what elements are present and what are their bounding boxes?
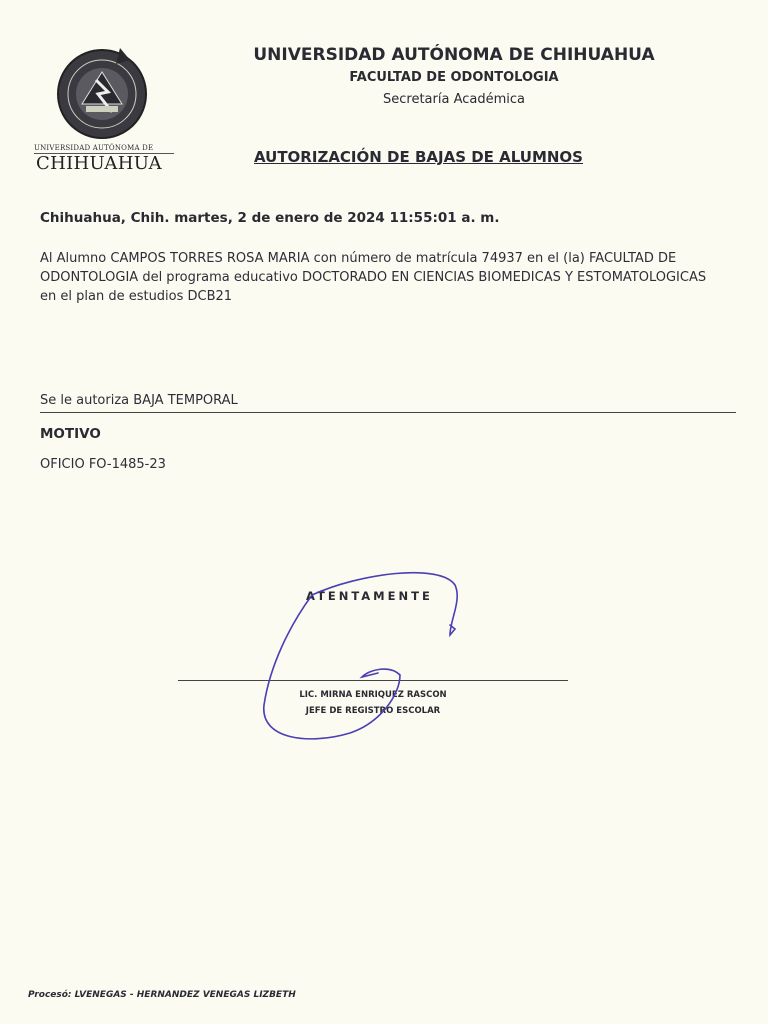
divider-line — [40, 412, 736, 413]
motivo-label: MOTIVO — [40, 426, 101, 442]
logo-text-line2: CHIHUAHUA — [36, 153, 162, 174]
authorization-line: Se le autoriza BAJA TEMPORAL — [40, 393, 238, 408]
handwritten-signature — [250, 565, 480, 750]
date-line: Chihuahua, Chih. martes, 2 de enero de 2024 11:55:01 a. m. — [40, 210, 500, 226]
body-paragraph: Al Alumno CAMPOS TORRES ROSA MARIA con número de matrícula 74937 en el (la) FACULTAD DE ODONTOLOGIA del programa educativo DOCTORADO EN CIENCIAS BIOMEDICAS Y ESTOMATOLOGICAS en el plan de estudios DCB21 — [40, 251, 707, 304]
faculty-name: FACULTAD DE ODONTOLOGIA — [349, 70, 559, 85]
processed-by: Procesó: LVENEGAS - HERNANDEZ VENEGAS LIZBETH — [28, 990, 296, 1000]
university-name: UNIVERSIDAD AUTÓNOMA DE CHIHUAHUA — [253, 45, 655, 65]
department-name: Secretaría Académica — [383, 92, 525, 107]
closing-text: ATENTAMENTE — [306, 589, 433, 603]
logo-text-line1: UNIVERSIDAD AUTÓNOMA DE — [34, 144, 174, 154]
signer-name: LIC. MIRNA ENRIQUEZ RASCON — [299, 690, 447, 700]
signer-role: JEFE DE REGISTRO ESCOLAR — [305, 706, 441, 716]
motivo-value: OFICIO FO-1485-23 — [40, 457, 166, 472]
document-title: AUTORIZACIÓN DE BAJAS DE ALUMNOS — [254, 148, 583, 166]
university-seal-logo — [52, 42, 152, 142]
